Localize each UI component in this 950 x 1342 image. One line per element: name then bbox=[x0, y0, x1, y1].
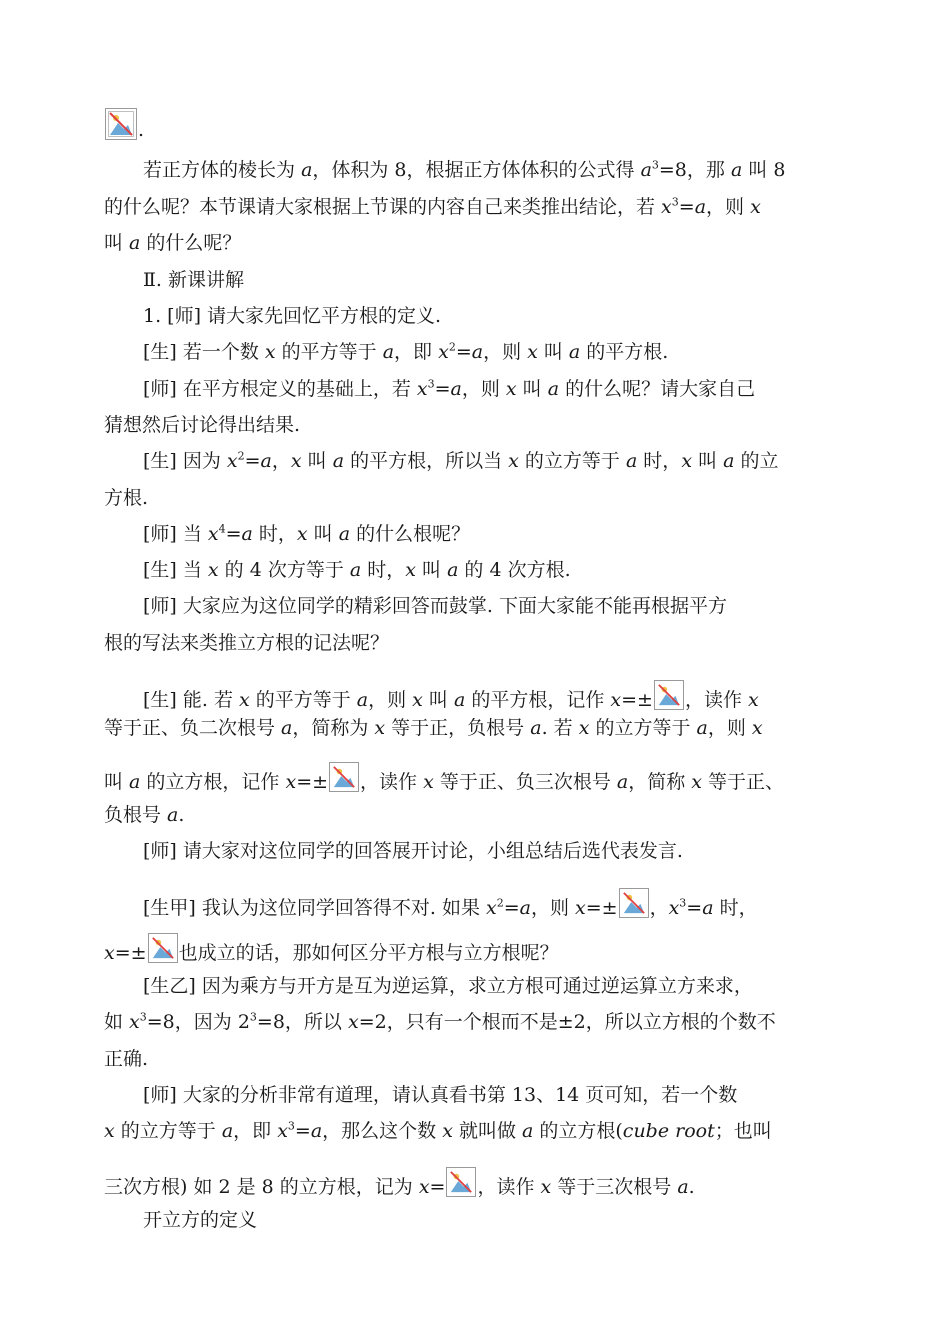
text: 时， bbox=[361, 559, 406, 581]
var-a: a bbox=[450, 378, 462, 400]
teacher-question-1-line-1 bbox=[143, 377, 755, 401]
text: = bbox=[503, 897, 520, 919]
text: 的立方等于 bbox=[589, 717, 697, 739]
broken-image-icon bbox=[619, 888, 649, 918]
student-answer-4-line-3 bbox=[104, 762, 784, 794]
var-x: x bbox=[508, 450, 519, 472]
text: 就叫做 bbox=[452, 1120, 523, 1142]
var-x: x bbox=[104, 1120, 115, 1142]
var-x: x bbox=[129, 1011, 140, 1033]
student-answer-1 bbox=[143, 340, 668, 364]
var-a: a bbox=[310, 1120, 323, 1142]
text: = bbox=[429, 1176, 446, 1198]
exponent: 3 bbox=[139, 1010, 147, 1024]
question-1: 1. [师] 请大家先回忆平方根的定义. bbox=[143, 305, 442, 327]
text: 时， bbox=[252, 523, 297, 545]
var-a: a bbox=[471, 341, 484, 363]
teacher-remark-4: [师] 请大家对这位同学的回答展开讨论，小组总结后选代表发言. bbox=[143, 840, 683, 862]
text: 叫 bbox=[104, 232, 130, 254]
text: 的平方根. bbox=[580, 341, 669, 363]
var-a: a bbox=[221, 1120, 234, 1142]
text: =8，因为 2 bbox=[146, 1011, 250, 1033]
text: 时， bbox=[637, 450, 682, 472]
var-a: a bbox=[167, 804, 179, 826]
var-x: x bbox=[104, 942, 115, 964]
top-image-line bbox=[104, 108, 144, 142]
var-x: x bbox=[405, 559, 416, 581]
text: 的 4 次方等于 bbox=[218, 559, 350, 581]
var-a: a bbox=[723, 450, 735, 472]
text: ；也叫 bbox=[714, 1120, 772, 1142]
text: 叫 bbox=[307, 523, 339, 545]
text: ，则 bbox=[483, 341, 528, 363]
text: ， bbox=[271, 450, 291, 472]
var-x: x bbox=[238, 689, 250, 711]
exponent: 3 bbox=[427, 377, 435, 391]
student-yi-line-1: [生乙] 因为乘方与开方是互为逆运算，求立方根可通过逆运算立方来求， bbox=[143, 975, 753, 997]
text: 的平方等于 bbox=[249, 689, 357, 711]
var-a: a bbox=[530, 717, 542, 739]
text: 等于正、负三次根号 bbox=[433, 771, 617, 793]
text: ， bbox=[649, 897, 669, 919]
var-x: x bbox=[277, 1120, 288, 1142]
var-x: x bbox=[610, 689, 622, 711]
text: 的立方根( bbox=[533, 1120, 623, 1142]
text: 若正方体的棱长为 bbox=[143, 159, 296, 181]
var-x: x bbox=[226, 450, 238, 472]
text: ，则 bbox=[707, 717, 752, 739]
text: 等于正、负二次根号 bbox=[104, 717, 282, 739]
text: . 若 bbox=[541, 717, 579, 739]
teacher-remark-3-line-1: [师] 大家应为这位同学的精彩回答而鼓掌. 下面大家能不能再根据平方 bbox=[143, 595, 727, 617]
exponent: 3 bbox=[287, 1119, 295, 1133]
text: =2，只有一个根而不是±2，所以立方根的个数不 bbox=[358, 1011, 776, 1033]
text: 叫 8 bbox=[742, 159, 786, 181]
text: ，读作 bbox=[360, 771, 424, 793]
var-a: a bbox=[694, 196, 707, 218]
teacher-remark-5-line-1: [师] 大家的分析非常有道理，请认真看书第 13、14 页可知，若一个数 bbox=[143, 1084, 738, 1106]
exponent: 4 bbox=[218, 522, 226, 536]
text: = bbox=[434, 378, 451, 400]
text: 的平方根，记作 bbox=[465, 689, 611, 711]
text: =± bbox=[585, 897, 618, 919]
text: 等于三次根号 bbox=[551, 1176, 678, 1198]
para-1-line-3 bbox=[104, 231, 241, 255]
broken-image-icon bbox=[654, 680, 684, 710]
var-x: x bbox=[264, 341, 276, 363]
var-a: a bbox=[301, 159, 313, 181]
text: ，即 bbox=[394, 341, 439, 363]
var-a: a bbox=[547, 378, 560, 400]
text: 的 4 次方根. bbox=[458, 559, 571, 581]
text: = bbox=[686, 897, 703, 919]
var-x: x bbox=[296, 523, 308, 545]
var-x: x bbox=[207, 559, 219, 581]
text: [生] 当 bbox=[143, 559, 208, 581]
text: 的平方根，所以当 bbox=[344, 450, 509, 472]
text: 时， bbox=[713, 897, 758, 919]
broken-image-icon bbox=[446, 1167, 476, 1197]
var-a: a bbox=[447, 559, 459, 581]
student-yi-line-2 bbox=[104, 1010, 776, 1034]
text: 叫 bbox=[692, 450, 724, 472]
text: =± bbox=[114, 942, 147, 964]
var-x: x bbox=[418, 1176, 430, 1198]
text: [生] 若一个数 bbox=[143, 341, 265, 363]
var-a: a bbox=[522, 1120, 534, 1142]
var-a: a bbox=[338, 523, 351, 545]
var-a: a bbox=[129, 232, 141, 254]
teacher-remark-5-line-3 bbox=[104, 1167, 695, 1199]
var-a: a bbox=[625, 450, 638, 472]
text: ，简称为 bbox=[292, 717, 375, 739]
text: 等于正，负根号 bbox=[385, 717, 531, 739]
text: ，即 bbox=[233, 1120, 278, 1142]
text: 的什么呢？ bbox=[140, 232, 242, 254]
text: 的什么根呢？ bbox=[350, 523, 471, 545]
exponent: 2 bbox=[496, 896, 504, 910]
var-a: a bbox=[696, 717, 708, 739]
var-a: a bbox=[640, 159, 652, 181]
var-a: a bbox=[519, 897, 531, 919]
teacher-question-2 bbox=[143, 522, 470, 546]
var-x: x bbox=[661, 196, 672, 218]
text: 也成立的话，那如何区分平方根与立方根呢？ bbox=[178, 942, 559, 964]
text: [生] 能. 若 bbox=[143, 689, 239, 711]
text: =8，所以 bbox=[256, 1011, 348, 1033]
var-a: a bbox=[616, 771, 629, 793]
var-x: x bbox=[751, 717, 763, 739]
teacher-remark-5-line-2 bbox=[104, 1119, 772, 1143]
var-a: a bbox=[730, 159, 743, 181]
var-x: x bbox=[750, 196, 761, 218]
broken-image-icon bbox=[329, 762, 359, 792]
var-a: a bbox=[281, 717, 293, 739]
exponent: 3 bbox=[249, 1010, 257, 1024]
period: . bbox=[138, 119, 145, 141]
var-a: a bbox=[702, 897, 714, 919]
var-a: a bbox=[129, 771, 141, 793]
text: ，则 bbox=[461, 378, 506, 400]
broken-image-icon bbox=[148, 933, 178, 963]
text: [生] 因为 bbox=[143, 450, 227, 472]
text: 叫 bbox=[415, 559, 448, 581]
text: = bbox=[678, 196, 695, 218]
text: ，读作 bbox=[684, 689, 749, 711]
text: 叫 bbox=[516, 378, 548, 400]
var-x: x bbox=[416, 378, 428, 400]
text: 叫 bbox=[104, 771, 130, 793]
var-x: x bbox=[423, 771, 434, 793]
text: 等于正、 bbox=[701, 771, 785, 793]
var-x: x bbox=[575, 897, 586, 919]
text: 的立方根，记作 bbox=[140, 771, 286, 793]
student-answer-2-line-1 bbox=[143, 449, 779, 473]
var-a: a bbox=[332, 450, 345, 472]
var-x: x bbox=[442, 1120, 453, 1142]
var-x: x bbox=[285, 771, 297, 793]
text: 如 bbox=[104, 1011, 130, 1033]
text: 叫 bbox=[537, 341, 569, 363]
exponent: 3 bbox=[651, 158, 659, 172]
var-x: x bbox=[505, 378, 517, 400]
text: = bbox=[455, 341, 472, 363]
para-1-line-1 bbox=[143, 158, 785, 182]
text: ，体积为 8，根据正方体体积的公式得 bbox=[312, 159, 641, 181]
student-answer-4-line-1 bbox=[143, 680, 759, 712]
text: ，则 bbox=[530, 897, 575, 919]
var-x: x bbox=[748, 689, 759, 711]
student-jia-line-2 bbox=[104, 933, 559, 965]
teacher-remark-3-line-2: 根的写法来类推立方根的记法呢？ bbox=[104, 632, 390, 654]
var-a: a bbox=[568, 341, 581, 363]
var-a: a bbox=[677, 1176, 689, 1198]
text: =± bbox=[621, 689, 653, 711]
var-a: a bbox=[453, 689, 466, 711]
text: [生甲] 我认为这位同学回答得不对. 如果 bbox=[143, 897, 486, 919]
text: 叫 bbox=[422, 689, 454, 711]
term-cube-root: cube root bbox=[622, 1120, 715, 1142]
text: 的什么呢？请大家自己 bbox=[559, 378, 756, 400]
section-title: Ⅱ. 新课讲解 bbox=[143, 269, 244, 291]
var-x: x bbox=[485, 897, 497, 919]
exponent: 3 bbox=[679, 896, 687, 910]
var-a: a bbox=[349, 559, 362, 581]
var-x: x bbox=[681, 450, 693, 472]
text: ，读作 bbox=[477, 1176, 541, 1198]
student-answer-3 bbox=[143, 558, 571, 582]
para-1-line-2 bbox=[104, 195, 761, 219]
var-x: x bbox=[374, 717, 386, 739]
text: [师] 在平方根定义的基础上，若 bbox=[143, 378, 417, 400]
text: 的立方等于 bbox=[114, 1120, 222, 1142]
student-jia-line-1 bbox=[143, 888, 758, 920]
text: 的立 bbox=[734, 450, 779, 472]
student-answer-4-line-2 bbox=[104, 716, 763, 740]
exponent: 3 bbox=[671, 195, 679, 209]
text: 的平方等于 bbox=[275, 341, 383, 363]
var-a: a bbox=[241, 523, 253, 545]
text: . bbox=[178, 804, 185, 826]
text: 负根号 bbox=[104, 804, 168, 826]
exponent: 2 bbox=[237, 449, 245, 463]
student-yi-line-3: 正确. bbox=[104, 1048, 149, 1070]
text: 的什么呢？本节课请大家根据上节课的内容自己来类推出结论，若 bbox=[104, 196, 662, 218]
var-x: x bbox=[438, 341, 449, 363]
text: 三次方根) 如 2 是 8 的立方根，记为 bbox=[104, 1176, 419, 1198]
text: ，简称 bbox=[628, 771, 692, 793]
var-x: x bbox=[412, 689, 423, 711]
section-heading-cube-root-definition: 开立方的定义 bbox=[143, 1209, 258, 1231]
text: 的立方等于 bbox=[518, 450, 626, 472]
text: ，则 bbox=[706, 196, 751, 218]
teacher-question-1-line-2: 猜想然后讨论得出结果. bbox=[104, 414, 301, 436]
var-x: x bbox=[691, 771, 702, 793]
var-x: x bbox=[207, 523, 219, 545]
var-x: x bbox=[527, 341, 538, 363]
text: ，则 bbox=[368, 689, 413, 711]
broken-image-icon bbox=[105, 108, 137, 140]
var-x: x bbox=[578, 717, 590, 739]
var-a: a bbox=[382, 341, 395, 363]
text: = bbox=[244, 450, 261, 472]
text: ，那么这个数 bbox=[322, 1120, 443, 1142]
var-x: x bbox=[540, 1176, 552, 1198]
exponent: 2 bbox=[448, 340, 456, 354]
student-answer-2-line-2: 方根. bbox=[104, 487, 149, 509]
text: = bbox=[225, 523, 242, 545]
text: = bbox=[294, 1120, 311, 1142]
var-x: x bbox=[347, 1011, 359, 1033]
var-a: a bbox=[260, 450, 272, 472]
var-a: a bbox=[356, 689, 369, 711]
student-answer-4-line-4 bbox=[104, 803, 184, 827]
text: . bbox=[688, 1176, 695, 1198]
var-x: x bbox=[290, 450, 302, 472]
text: [师] 当 bbox=[143, 523, 208, 545]
text: =± bbox=[296, 771, 329, 793]
text: 叫 bbox=[301, 450, 333, 472]
text: =8，那 bbox=[658, 159, 731, 181]
var-x: x bbox=[668, 897, 680, 919]
